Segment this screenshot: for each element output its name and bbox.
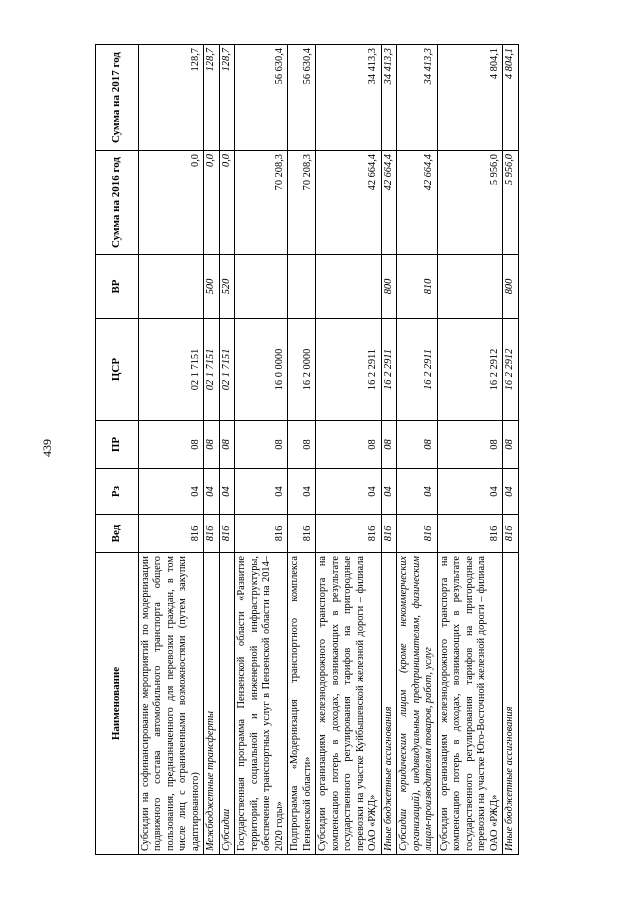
cell-csr: 16 2 2911 [381, 319, 396, 421]
cell-vr: 800 [503, 255, 518, 319]
header-rz: Рз [96, 469, 139, 515]
cell-csr: 16 2 2911 [397, 319, 437, 421]
table-body [139, 45, 519, 855]
cell-rz: 04 [437, 469, 502, 515]
cell-name: Межбюджетные трансферты [204, 553, 219, 855]
cell-name: Иные бюджетные ассигнования [503, 553, 518, 855]
table-header-row [96, 45, 139, 855]
table-row [381, 45, 396, 855]
cell-name: Субсидии юридическим лицам (кроме некоммерческих организаций), индивидуальным предпринимателям, физическим лицам-производителям товаров, работ, услуг [397, 553, 437, 855]
cell-sum-2016: 42 664,4 [397, 151, 437, 255]
table-row [288, 45, 316, 855]
cell-rz: 04 [204, 469, 219, 515]
cell-vr [437, 255, 502, 319]
cell-rz: 04 [139, 469, 204, 515]
cell-rz: 04 [503, 469, 518, 515]
cell-rz: 04 [288, 469, 316, 515]
cell-name: Субсидии организациям железнодорожного транспорта на компенсацию потерь в доходах, возникающих в результате государственного регулирования тарифов на пригородные перевозки на участке Юго-Восточной железной дороги – филиала ОАО «РЖД» [437, 553, 502, 855]
cell-sum-2016: 70 208,3 [288, 151, 316, 255]
page-number: 439 [40, 439, 54, 457]
cell-vr [316, 255, 381, 319]
cell-name: Субсидии организациям железнодорожного транспорта на компенсацию потерь в доходах, возникающих в результате государственного регулирования тарифов на пригородные перевозки на участке Куйбышевской железной дороги – филиала ОАО «РЖД» [316, 553, 381, 855]
cell-ved: 816 [437, 515, 502, 553]
cell-pr: 08 [288, 421, 316, 469]
cell-sum-2017: 128,7 [204, 45, 219, 151]
cell-sum-2017: 56 630,4 [235, 45, 288, 151]
cell-name: Иные бюджетные ассигнования [381, 553, 396, 855]
cell-pr: 08 [204, 421, 219, 469]
cell-pr: 08 [316, 421, 381, 469]
cell-name: Государственная программа Пензенской области «Развитие территорий, социальной и инженерной инфраструктуры, обеспечение транспортных услуг в Пензенской области на 2014–2020 годы» [235, 553, 288, 855]
cell-rz: 04 [235, 469, 288, 515]
cell-vr: 500 [204, 255, 219, 319]
cell-ved: 816 [204, 515, 219, 553]
cell-rz: 04 [316, 469, 381, 515]
cell-vr [235, 255, 288, 319]
table-row [316, 45, 381, 855]
cell-ved: 816 [381, 515, 396, 553]
cell-csr: 02 1 7151 [204, 319, 219, 421]
header-vr: ВР [96, 255, 139, 319]
cell-pr: 08 [139, 421, 204, 469]
header-csr: ЦСР [96, 319, 139, 421]
rotated-page-content [95, 45, 545, 855]
cell-pr: 08 [381, 421, 396, 469]
table-row [139, 45, 204, 855]
cell-sum-2017: 34 413,3 [381, 45, 396, 151]
cell-csr: 16 2 2912 [503, 319, 518, 421]
cell-vr: 800 [381, 255, 396, 319]
table-row [397, 45, 437, 855]
table-row [437, 45, 502, 855]
cell-ved: 816 [397, 515, 437, 553]
cell-csr: 02 1 7151 [219, 319, 234, 421]
cell-ved: 816 [139, 515, 204, 553]
cell-vr: 520 [219, 255, 234, 319]
budget-table [95, 44, 519, 855]
cell-sum-2016: 0,0 [219, 151, 234, 255]
cell-ved: 816 [288, 515, 316, 553]
table-row [204, 45, 219, 855]
table-row [503, 45, 518, 855]
cell-pr: 08 [219, 421, 234, 469]
cell-pr: 08 [503, 421, 518, 469]
cell-sum-2016: 5 956,0 [503, 151, 518, 255]
cell-sum-2017: 4 804,1 [503, 45, 518, 151]
cell-rz: 04 [397, 469, 437, 515]
cell-rz: 04 [219, 469, 234, 515]
cell-name: Подпрограмма «Модернизация транспортного комплекса Пензенской области» [288, 553, 316, 855]
cell-sum-2017: 4 804,1 [437, 45, 502, 151]
cell-pr: 08 [437, 421, 502, 469]
cell-pr: 08 [397, 421, 437, 469]
cell-sum-2016: 42 664,4 [316, 151, 381, 255]
cell-sum-2016: 5 956,0 [437, 151, 502, 255]
cell-ved: 816 [316, 515, 381, 553]
cell-sum-2016: 42 664,4 [381, 151, 396, 255]
header-name: Наименование [96, 553, 139, 855]
cell-vr [288, 255, 316, 319]
cell-name: Субсидии на софинансирование мероприятий по модернизации подвижного состава автомобильного транспорта общего пользования, предназначенного для перевозки граждан, в том числе лиц с ограниченными возможностями (путем закупки адаптированного) [139, 553, 204, 855]
cell-ved: 816 [219, 515, 234, 553]
cell-sum-2016: 70 208,3 [235, 151, 288, 255]
header-ved: Вед [96, 515, 139, 553]
cell-sum-2016: 0,0 [204, 151, 219, 255]
cell-ved: 816 [235, 515, 288, 553]
header-sum-2017: Сумма на 2017 год [96, 45, 139, 151]
cell-csr: 02 1 7151 [139, 319, 204, 421]
cell-sum-2017: 34 413,3 [397, 45, 437, 151]
table-row [219, 45, 234, 855]
cell-sum-2017: 128,7 [139, 45, 204, 151]
cell-name: Субсидии [219, 553, 234, 855]
cell-sum-2017: 56 630,4 [288, 45, 316, 151]
cell-csr: 16 2 2911 [316, 319, 381, 421]
cell-rz: 04 [381, 469, 396, 515]
cell-csr: 16 0 0000 [235, 319, 288, 421]
cell-pr: 08 [235, 421, 288, 469]
cell-ved: 816 [503, 515, 518, 553]
cell-sum-2017: 128,7 [219, 45, 234, 151]
cell-csr: 16 2 2912 [437, 319, 502, 421]
table-row [235, 45, 288, 855]
header-pr: ПР [96, 421, 139, 469]
cell-vr: 810 [397, 255, 437, 319]
cell-vr [139, 255, 204, 319]
header-sum-2016: Сумма на 2016 год [96, 151, 139, 255]
cell-csr: 16 2 0000 [288, 319, 316, 421]
cell-sum-2016: 0,0 [139, 151, 204, 255]
cell-sum-2017: 34 413,3 [316, 45, 381, 151]
